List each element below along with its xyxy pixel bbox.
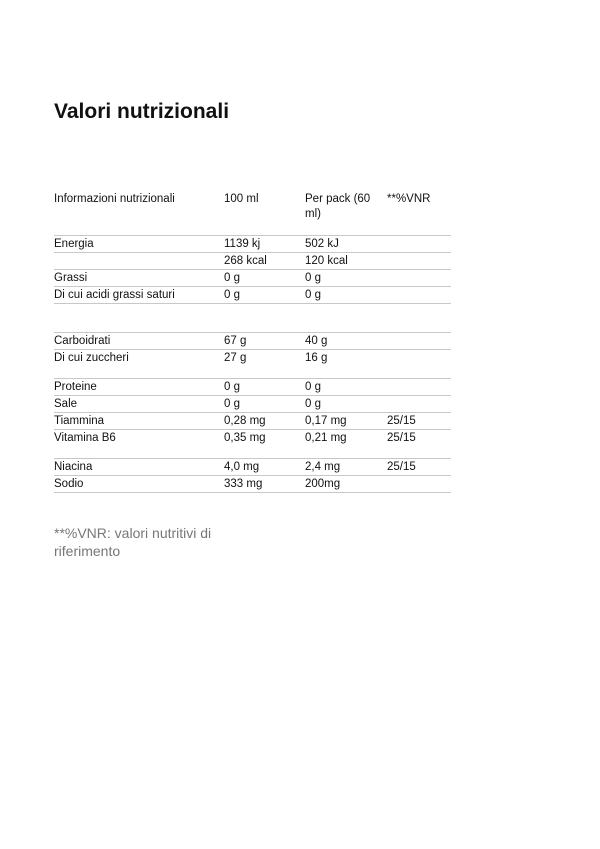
table-cell: Proteine <box>54 380 97 393</box>
table-cell: 0 g <box>224 271 240 284</box>
table-cell: 0,35 mg <box>224 432 266 444</box>
table-cell: 0,17 mg <box>305 414 347 427</box>
table-cell: 0,28 mg <box>224 414 266 427</box>
table-cell: 268 kcal <box>224 254 267 267</box>
table-cell: Vitamina B6 <box>54 432 116 444</box>
table-cell: 67 g <box>224 334 247 347</box>
table-cell: Sale <box>54 397 78 410</box>
table-spacer-row <box>54 447 451 459</box>
table-cell: 16 g <box>305 352 328 364</box>
table-row <box>54 430 451 447</box>
table-cell: 0 g <box>224 288 240 301</box>
table-cell: 2,4 mg <box>305 460 341 473</box>
table-cell: Carboidrati <box>54 334 111 347</box>
table-row <box>54 236 451 253</box>
table-cell: 0 g <box>305 271 321 284</box>
table-cell: 502 kJ <box>305 237 339 250</box>
footnote: **%VNR: valori nutritivi di riferimento <box>54 525 212 559</box>
table-cell: 0 g <box>224 397 240 410</box>
table-row <box>54 459 451 476</box>
table-cell: 0 g <box>224 380 240 393</box>
nutrition-table <box>54 192 451 493</box>
table-row <box>54 379 451 396</box>
table-cell: 25/15 <box>387 414 416 427</box>
table-cell: Di cui zuccheri <box>54 352 129 364</box>
table-cell: 40 g <box>305 334 328 347</box>
table-row <box>54 253 451 270</box>
table-cell: 0 g <box>305 397 321 410</box>
table-cell: Tiammina <box>54 414 105 427</box>
table-cell: Energia <box>54 237 94 250</box>
table-header-row <box>54 192 451 236</box>
table-cell: Sodio <box>54 477 84 490</box>
table-cell: 120 kcal <box>305 254 348 267</box>
table-row <box>54 287 451 304</box>
table-row <box>54 350 451 367</box>
table-cell: Di cui acidi grassi saturi <box>54 288 175 301</box>
table-spacer-row <box>54 367 451 379</box>
table-row <box>54 270 451 287</box>
header-cell: Informazioni nutrizionali <box>54 193 175 205</box>
table-cell: 25/15 <box>387 432 416 444</box>
table-cell: 27 g <box>224 352 247 364</box>
table-cell: 0 g <box>305 288 321 301</box>
table-cell: Grassi <box>54 271 88 284</box>
table-cell: 1139 kj <box>224 237 261 250</box>
table-cell: 0 g <box>305 380 321 393</box>
header-cell: **%VNR <box>387 193 431 205</box>
table-row <box>54 476 451 493</box>
table-cell: 25/15 <box>387 460 416 473</box>
page-title: Valori nutrizionali <box>54 100 230 123</box>
table-cell: 333 mg <box>224 477 263 490</box>
header-cell: Per pack (60 ml) <box>305 193 371 220</box>
header-cell: 100 ml <box>224 193 259 205</box>
table-cell: 200mg <box>305 477 341 490</box>
table-cell: 0,21 mg <box>305 432 347 444</box>
table-row <box>54 413 451 430</box>
table-cell: 4,0 mg <box>224 460 260 473</box>
table-cell: Niacina <box>54 460 93 473</box>
table-row <box>54 396 451 413</box>
table-spacer-row <box>54 304 451 333</box>
table-row <box>54 333 451 350</box>
